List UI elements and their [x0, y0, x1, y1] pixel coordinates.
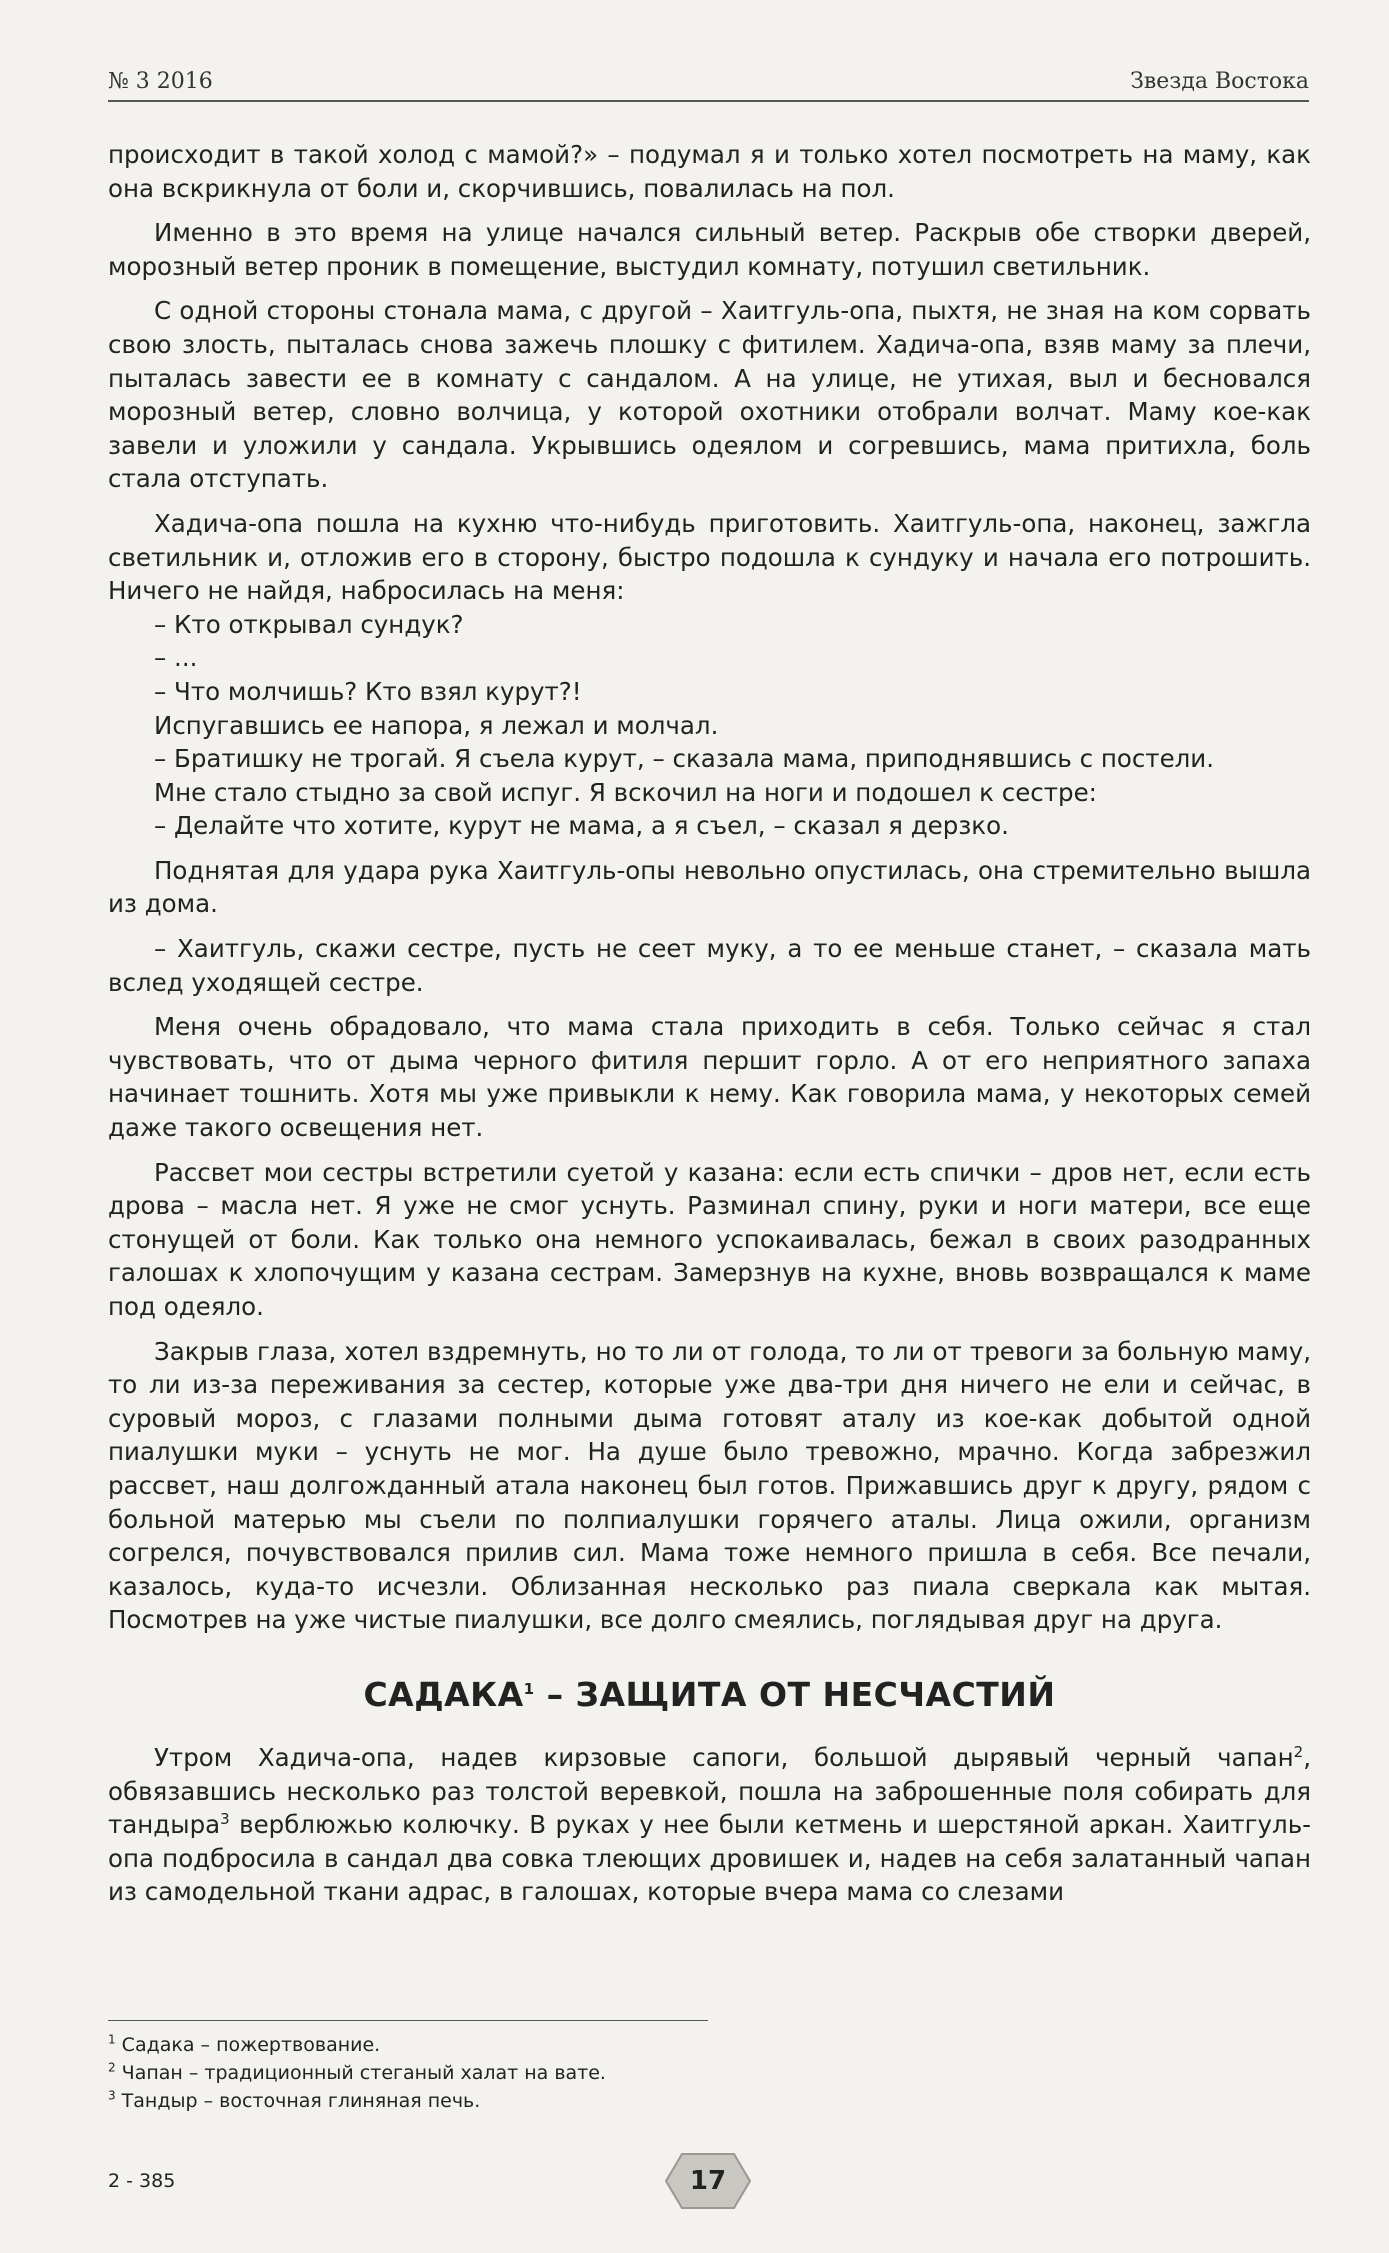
paragraph: – Делайте что хотите, курут не мама, а я съел, – сказал я дерзко.: [154, 811, 1009, 841]
issue-number: № 3 2016: [108, 69, 213, 94]
paragraph: – ...: [154, 643, 198, 673]
section-paragraph: [108, 1741, 1311, 1909]
footnote-mark: 1: [108, 2032, 116, 2047]
footnote: [108, 2059, 708, 2087]
paragraph: происходит в такой холод с мамой?» – подумал я и только хотел посмотреть на маму, как она вскрикнула от боли и, скорчившись, повалилась на пол.: [108, 140, 1311, 203]
footnote-text: Чапан – традиционный стеганый халат на вате.: [115, 2062, 606, 2084]
section-title-text: САДАКА: [363, 1674, 524, 1714]
section-text-c: верблюжью колючку. В руках у нее были кетмень и шерстяной аркан. Хаитгуль-опа подбросила в сандал два совка тлеющих дровишек и, надев на себя залатанный чапан из самодельной ткани адрас, в галошах, которые вчера мама со слезами: [108, 1810, 1311, 1907]
footnote-text: Садака – пожертвование.: [115, 2034, 381, 2056]
footnote-ref: 3: [220, 1809, 230, 1828]
journal-title: Звезда Востока: [1130, 69, 1309, 94]
section-text-b: , обвязавшись несколько раз толстой веревкой, пошла на заброшенные поля собирать для тандыра: [108, 1742, 1311, 1840]
paragraph: – Братишку не трогай. Я съела курут, – сказала мама, приподнявшись с постели.: [154, 744, 1215, 774]
running-header: [108, 62, 1309, 102]
page-number-text: 17: [689, 2166, 727, 2196]
paragraph: – Хаитгуль, скажи сестре, пусть не сеет муку, а то ее меньше станет, – сказала мать вслед уходящей сестре.: [108, 934, 1311, 997]
paragraph: Мне стало стыдно за свой испуг. Я вскочил на ноги и подошел к сестре:: [154, 777, 1097, 807]
footnote: [108, 2031, 708, 2059]
paragraph: Хадича-опа пошла на кухню что-нибудь приготовить. Хаитгуль-опа, наконец, зажгла светильник и, отложив его в сторону, быстро подошла к сундуку и начала его потрошить. Ничего не найдя, набросилась на меня:: [108, 508, 1311, 606]
paragraph: Именно в это время на улице начался сильный ветер. Раскрыв обе створки дверей, морозный ветер проник в помещение, выстудил комнату, потушил светильник.: [108, 218, 1311, 281]
footnote: [108, 2087, 708, 2115]
footnotes: [108, 2020, 708, 2115]
page-number: [664, 2150, 752, 2212]
paragraph: – Кто открывал сундук?: [154, 609, 464, 639]
paragraph: Закрыв глаза, хотел вздремнуть, но то ли от голода, то ли от тревоги за больную маму, то ли из-за переживания за сестер, которые уже два-три дня ничего не ели и сейчас, в суровый мороз, с глазами полными дыма готовят аталу из кое-как добытой одной пиалушки муки – уснуть не мог. На душе было тревожно, мрачно. Когда забрезжил рассвет, наш долгожданный атала наконец был готов. Прижавшись друг к другу, рядом с больной матерью мы съели по полпиалушки горячего аталы. Лица ожили, организм согрелся, почувствовался прилив сил. Мама тоже немного пришла в себя. Все печали, казалось, куда-то исчезли. Облизанная несколько раз пиала сверкала как мытая. Посмотрев на уже чистые пиалушки, все долго смеялись, поглядывая друг на друга.: [108, 1336, 1311, 1635]
printer-signature: 2 - 385: [108, 2170, 176, 2192]
paragraph: С одной стороны стонала мама, с другой – Хаитгуль-опа, пыхтя, не зная на ком сорвать свою злость, пыталась снова зажечь плошку с фитилем. Хадича-опа, взяв маму за плечи, пыталась завести ее в комнату с сандалом. А на улице, не утихая, выл и бесновался морозный ветер, словно волчица, у которой охотники отобрали волчат. Маму кое-как завели и уложили у сандала. Укрывшись одеялом и согревшись, мама притихла, боль стала отступать.: [108, 296, 1311, 494]
paragraph: Рассвет мои сестры встретили суетой у казана: если есть спички – дров нет, если есть дрова – масла нет. Я уже не смог уснуть. Разминал спину, руки и ноги матери, все еще стонущей от боли. Как только она немного успокаивалась, бежал в своих разодранных галошах к хлопочущим у казана сестрам. Замерзнув на кухне, вновь возвращался к маме под одеяло.: [108, 1157, 1311, 1321]
footnote-mark: 2: [108, 2060, 116, 2075]
footnote-mark: 3: [108, 2088, 116, 2103]
article-body: [108, 138, 1311, 1920]
paragraph: – Что молчишь? Кто взял курут?!: [154, 676, 582, 706]
paragraph-list: [108, 138, 1311, 1637]
footnote-ref: 2: [1293, 1742, 1304, 1761]
footnote-text: Тандыр – восточная глиняная печь.: [115, 2090, 481, 2112]
paragraph: Испугавшись ее напора, я лежал и молчал.: [154, 710, 719, 740]
paragraph: Поднятая для удара рука Хаитгуль-опы невольно опустилась, она стремительно вышла из дома.: [108, 855, 1311, 919]
section-text-a: Утром Хадича-опа, надев кирзовые сапоги, большой дырявый черный чапан: [154, 1742, 1294, 1772]
footnote-ref: 1: [523, 1679, 535, 1698]
section-title-rest: – ЗАЩИТА ОТ НЕСЧАСТИЙ: [534, 1674, 1056, 1714]
section-title: [108, 1675, 1311, 1715]
paragraph: Меня очень обрадовало, что мама стала приходить в себя. Только сейчас я стал чувствовать, что от дыма черного фитиля першит горло. А от его неприятного запаха начинает тошнить. Хотя мы уже привыкли к нему. Как говорила мама, у некоторых семей даже такого освещения нет.: [108, 1012, 1311, 1143]
